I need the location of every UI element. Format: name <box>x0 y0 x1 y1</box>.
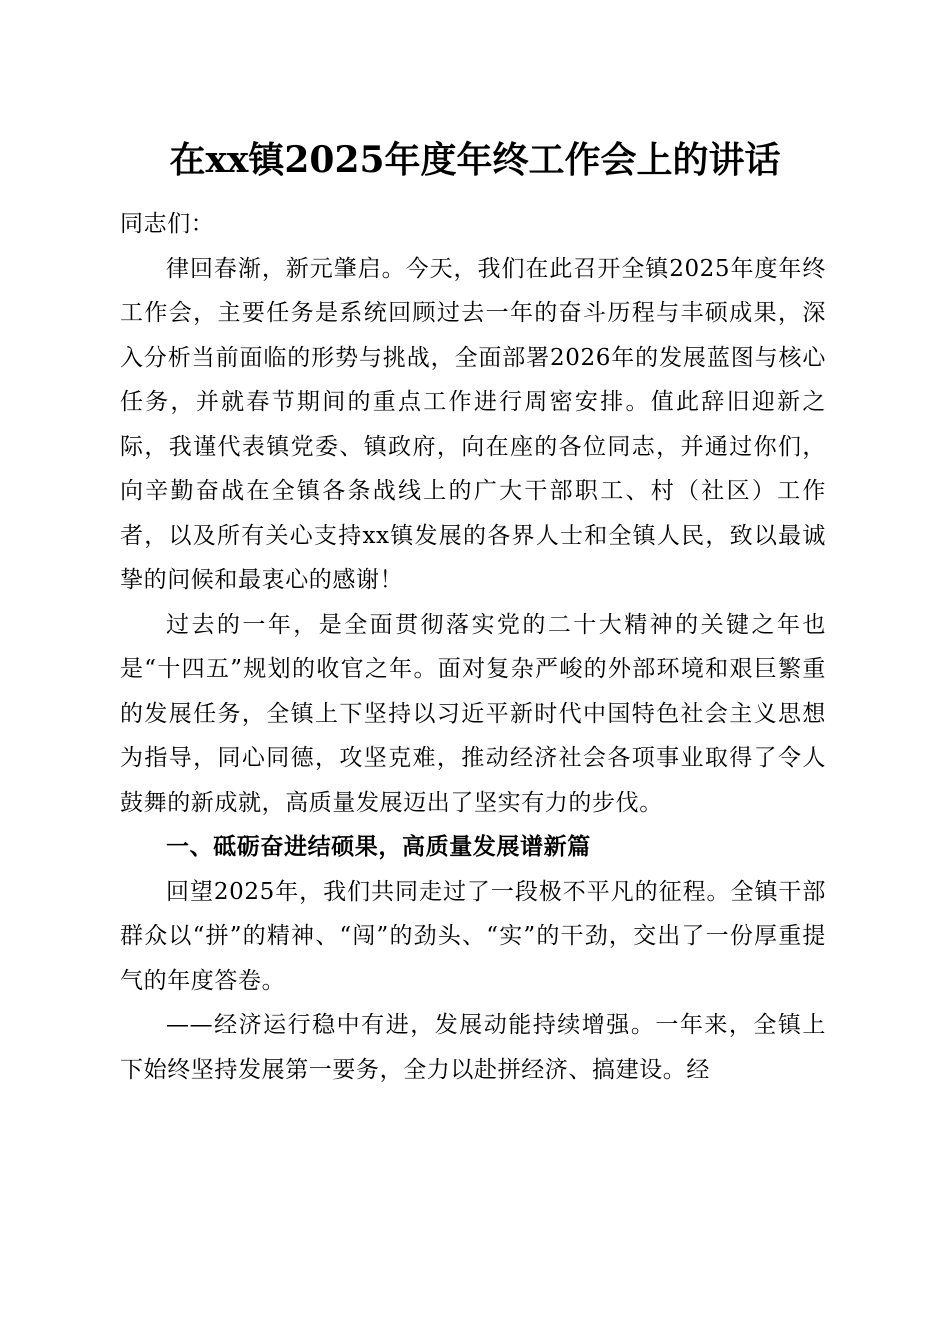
review-paragraph: 回望2025年，我们共同走过了一段极不平凡的征程。全镇干部群众以“拼”的精神、“闯”的劲头、“实”的干劲，交出了一份厚重提气的年度答卷。 <box>120 878 826 994</box>
overview-paragraph: 过去的一年，是全面贯彻落实党的二十大精神的关键之年也是“十四五”规划的收官之年。面对复杂严峻的外部环境和艰巨繁重的发展任务，全镇上下坚持以习近平新时代中国特色社会主义思想为指导，同心同德，攻坚克难，推动经济社会各项事业取得了令人鼓舞的新成就，高质量发展迈出了坚实有力的步伐。 <box>120 611 826 816</box>
economy-paragraph: ——经济运行稳中有进，发展动能持续增强。一年来，全镇上下始终坚持发展第一要务，全力以赴拼经济、搞建设。经 <box>120 1012 826 1083</box>
salutation: 同志们： <box>120 211 215 237</box>
document-title: 在xx镇2025年度年终工作会上的讲话 <box>169 139 781 181</box>
section-heading: 一、砥砺奋进结硕果，高质量发展谱新篇 <box>166 834 591 860</box>
document-body <box>120 202 826 1092</box>
intro-paragraph: 律回春渐，新元肇启。今天，我们在此召开全镇2025年度年终工作会，主要任务是系统回顾过去一年的奋斗历程与丰硕成果，深入分析当前面临的形势与挑战，全面部署2026年的发展蓝图与核心任务，并就春节期间的重点工作进行周密安排。值此辞旧迎新之际，我谨代表镇党委、镇政府，向在座的各位同志，并通过你们，向辛勤奋战在全镇各条战线上的广大干部职工、村（社区）工作者，以及所有关心支持xx镇发展的各界人士和全镇人民，致以最诚挚的问候和最衷心的感谢！ <box>120 255 826 593</box>
